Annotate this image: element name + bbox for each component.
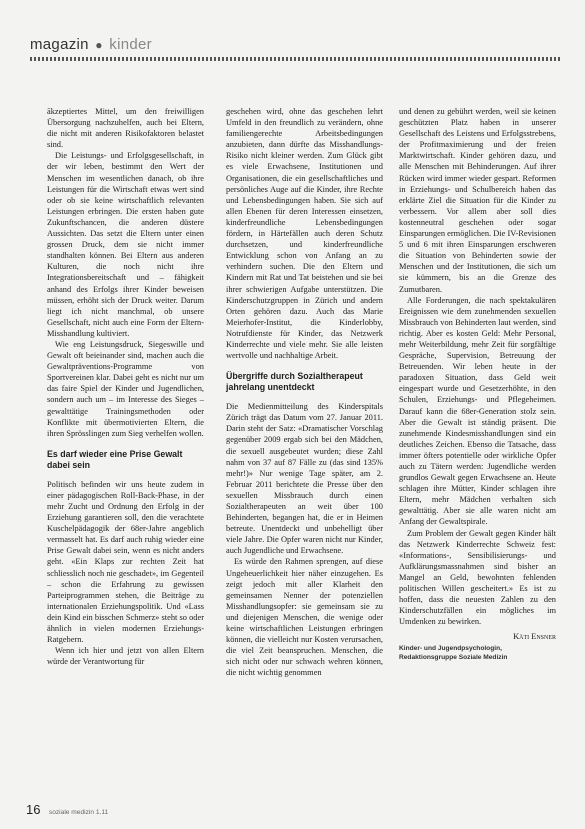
paragraph: ākzeptiertes Mittel, um den freiwilligen Übersorgung nachzuhelfen, auch bei Eltern, die nicht mit anderen Risikofaktoren belastet sind. bbox=[47, 107, 204, 150]
topic-label: kinder bbox=[109, 36, 152, 53]
paragraph: Alle Forderungen, die nach spektakulären Ereignissen wie dem zunehmenden sexuellen Missbrauch von Behinderten laut werden, sind richtig. Aber es kosten Geld: Mehr Personal, mehr Weiterbildung, mehr Zeit für sorgfältige Gespräche, Supervision, Betreuung der Betreuenden. Wir leben heute in der paradoxen Situation, dass Geld weit eingespart wurde und Gesetzerhöhte, in den Schulen, Erziehungs- und Pflegeheimen. Darauf kann die 68er-Generation stolz sein. Aber die Gewalt ist ständig präsent. Die zunehmende Kindesmisshandlungen sind ein deutliches Zeichen. Ebenso die Tatsache, dass immer öfters potentielle oder wirkliche Opfer auch zu Tätern werden: Jugendliche werden grundlos Gewalt gegen Erwachsene an. Heute schlagen ihre Mütter, Kinder schlagen ihre Eltern, mehr Mädchen verhalten sich gewalttätig. Aber sie alle waren nicht am Anfang der Gewaltspirale. bbox=[399, 295, 556, 527]
text-column-1 bbox=[47, 106, 204, 667]
subheading: Übergriffe durch Sozialtherapeut jahrelang unentdeckt bbox=[226, 371, 363, 393]
page-footer bbox=[26, 801, 108, 819]
page-header bbox=[30, 36, 560, 53]
bullet-separator: ● bbox=[95, 38, 103, 52]
journal-name: soziale medizin 1.11 bbox=[48, 809, 109, 816]
paragraph: Es würde den Rahmen sprengen, auf diese Ungeheuerlichkeit hier näher einzugehen. Es zeigt jedoch mit aller Klarheit den gemeinsamen Nenner der potenziellen Misshandlungsopfer: sie gemeinsam sie zu und diejenigen Menschen, die wenige oder keine wirtschaftlichen Leistungen erbringen können, die vielleicht nur Kosten verursachen, die viel Zeit beanspruchen. Menschen, die sich nicht oder nur schwach wehren können, die nicht wichtig genommen bbox=[226, 557, 383, 678]
paragraph: und denen zu gebührt werden, weil sie keinen geschützten Platz haben in unserer Gesellschaft des Leistens und Erfolgsstrebens, der Profitmaximierung und der freien Marktwirtschaft. Kinder gehören dazu, und alle Menschen mit Behinderungen. Auf ihrer Rücken wird immer wieder gespart. Reformen in Erziehungs- und Schulbereich haben das erklärte Ziel die Situation für die Kinder zu verbessern. Vor allem aber soll dies kostenneutral geschehen oder sogar Einsparungen ermöglichen. Die IV-Revisionen 5 und 6 mit ihren Einsparungen erschweren die Situation von Behinderten sowie der Menschen und der Institutionen, die sich um sie kümmern, bis an die Grenze des Zumutbaren. bbox=[399, 107, 556, 294]
section-title bbox=[30, 36, 560, 53]
text-column-2 bbox=[226, 106, 383, 679]
header-rule bbox=[30, 57, 560, 61]
paragraph: Politisch befinden wir uns heute zudem in einer pädagogischen Roll-Back-Phase, in der mehr Zucht und Ordnung den Erfolg in der Erziehung garantieren soll, den die verachtete Kuschelpädagogik der 68er-Jahre angeblich vermasselt hat. Es darf auch ruhig wieder eine Prise Gewalt dabei sein, wenn es nicht anders geht. «Ein Klaps zur rechten Zeit hat schliesslich noch nie geschadet», im Gegenteil – schon die Erfahrung zu gewissen Parteiprogrammen stehen, die Beiträge zu internationalen Erziehungspolitik. Und «Lass dein Kind ein bisschen Schmerz» steht so oder ähnlich in vielen modernen Erziehungs-Ratgebern. bbox=[47, 479, 204, 645]
section-label: magazin bbox=[30, 36, 89, 53]
paragraph: Wenn ich hier und jetzt von allen Eltern würde der Verantwortung für bbox=[47, 646, 204, 667]
text-column-3 bbox=[399, 106, 556, 662]
author-signature: Käti Ensner bbox=[513, 632, 556, 642]
subheading: Es darf wieder eine Prise Gewalt dabei sein bbox=[47, 448, 183, 470]
page-number: 16 bbox=[26, 802, 41, 817]
paragraph: Die Leistungs- und Erfolgsgesellschaft, in der wir leben, bestimmt den Wert der Menschen im wesentlichen danach, ob ihre Leistungen für die Wirtschaft etwas wert sind oder ob sie keine wirtschaftlich relevanten Leistungen erbringen. Die ersten haben gute Zukunftschancen, die anderen düstere Aussichten. Das setzt die Eltern unter einen grossen Druck, dem sie nicht immer standhalten können. Bei Eltern aus anderen Kulturen, die noch nicht ihre Integrationsbereitschaft und – fähigkeit anhand des Erfolgs ihrer Kinder beweisen müssen, erhöht sich der Druck weiter. Darum liegt ich nicht manchmal, ob unsere Gesellschaft, nicht auch eine Form der Eltern-Misshandlung kultiviert. bbox=[47, 151, 204, 338]
paragraph: Die Medienmitteilung des Kinderspitals Zürich trägt das Datum vom 27. Januar 2011. Darin steht der Satz: «Dramatischer Vorschlag gegenüber 2009 ergab sich bei den Mädchen, die sexuell ausgebeutet wurden; diese Zahl nahm von 37 auf 87 Fälle zu (das sind 135% mehr!)» Nur wenige Tage später, am 2. Februar 2011 berichtete die Presse über den sexuellen Missbrauch durch einen Sozialtherapeuten an weit über 100 Behinderten, begangen hat, die er in Heimen betreute. Unentdeckt und unbehelligt über viele Jahre. Die Opfer waren nicht nur Kinder, auch Jugendliche und Erwachsene. bbox=[226, 402, 383, 556]
paragraph: Wie eng Leistungsdruck, Siegeswille und Gewalt oft beieinander sind, machen auch die Gewaltpräventions-Programme von Sportvereinen klar. Dabei geht es nicht nur um das faire Spiel der Kinder und Jugendlichen, sondern auch um – im Interesse des Sieges – gewalttätige Trainingsmethoden oder Konflikte mit übermotivierten Eltern, die ihren Sprösslingen zum Sieg verhelfen wollen. bbox=[47, 339, 204, 438]
author-bio: Kinder- und Jugendpsychologin, Redaktionsgruppe Soziale Medizin bbox=[399, 644, 508, 661]
paragraph: Zum Problem der Gewalt gegen Kinder hält das Netzwerk Kinderrechte Schweiz fest: «Informations-, Sensibilisierungs- und Aufklärungsmassnahmen sind bisher an Mangel an Geld, bewohnten fehlenden politischen Willen gescheitert.» Es ist zu hoffen, dass die neuesten Zahlen zu den Kinderschutzfällen ein mögliches im Umdenken zu bewirken. bbox=[399, 528, 556, 627]
paragraph: geschehen wird, ohne das geschehen lehrt Umfeld in den freundlich zu verändern, ohne familiengerechte Arbeitsbedingungen anzubieten, dann dürfte das Misshandlungs-Risiko nicht kleiner werden. Zum Glück gibt es viele Erwachsene, Institutionen und Organisationen, die ein gesellschaftliches und persönliches Auge auf die Kinder, ihre Rechte und Lebensbedingungen haben. Sie sich auf allen Ebenen für deren Interessen einsetzen, kinderfreundliche Lebensbedingungen fördern, in Härtefällen auch deren Schutz durchsetzen, und kinderfreundliche Entwicklung schon von Anfang an zu verhindern suchen. Die den Eltern und Kindern mit Rat und Tat beistehen und sie bei ihrer schwierigen Aufgabe unterstützen. Die Kinderschutzgruppen in Zürich und andern Orten gehören dazu. Auch das Marie Meierhofer-Institut, die Kinderlobby, Notrufdienste für Kinder, das Netzwerk Kinderrechte und viele mehr. Sie alle leisten wertvolle und nachhaltige Arbeit. bbox=[226, 107, 383, 361]
